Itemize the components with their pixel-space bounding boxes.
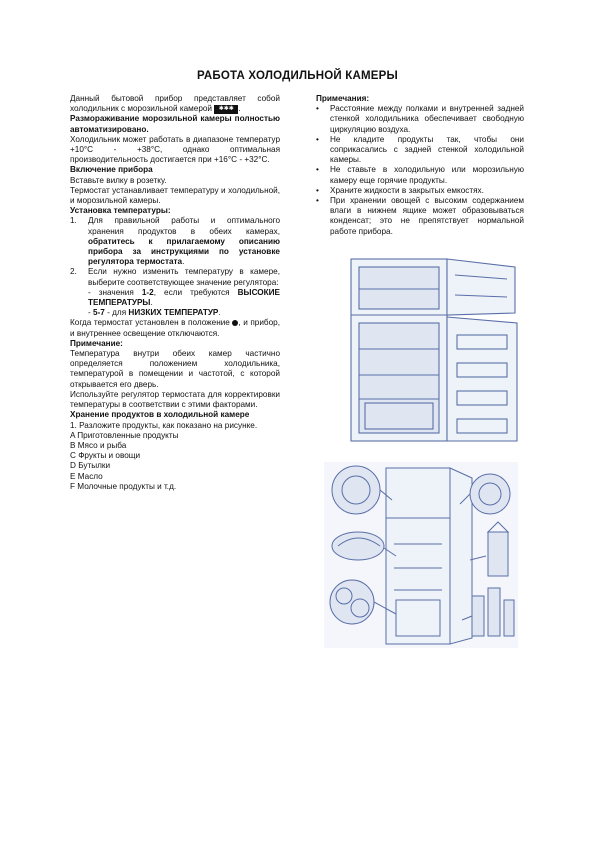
storage-item: A Приготовленные продукты bbox=[70, 430, 179, 440]
step-2-number: 2. bbox=[70, 267, 77, 277]
notes-item-text: Храните жидкости в закрытых емкостях. bbox=[330, 185, 484, 195]
bullet: • bbox=[316, 196, 319, 206]
freezer-star-icon: ✱✱✱ bbox=[214, 105, 238, 114]
bullet: • bbox=[316, 134, 319, 144]
storage-item: C Фрукты и овощи bbox=[70, 451, 141, 461]
storage-item: E Масло bbox=[70, 471, 103, 481]
notes-item bbox=[316, 104, 524, 135]
notes-item-text: Не кладите продукты так, чтобы они соприкасались с задней стенкой холодильной камеры. bbox=[330, 134, 524, 165]
thermo-off-text bbox=[70, 318, 280, 338]
step-1-a: Для правильной работы и оптимального хранения продуктов в обеих камерах, bbox=[88, 216, 280, 236]
notes-item-text: При хранении овощей с высоким содержанием влаги в нижнем ящике может образовываться конденсат; это не препятствует нормальной работе прибора. bbox=[330, 196, 524, 236]
bullet: • bbox=[316, 104, 319, 114]
left-column bbox=[70, 94, 280, 492]
v2d: НИЗКИХ ТЕМПЕРАТУР bbox=[128, 308, 219, 318]
note-text: Температура внутри обеих камер частично определяется положением холодильника, температурой в помещении и частотой, с которой открывается его дверь. bbox=[70, 349, 280, 389]
v1b: 1-2 bbox=[141, 287, 154, 297]
v1e: . bbox=[150, 298, 153, 308]
notes-item bbox=[316, 186, 524, 196]
note-text-2: Используйте регулятор термостата для корректировки температуры в соответствии с этими факторами. bbox=[70, 389, 280, 410]
step-1-b: обратитесь к прилагаемому описанию прибора за инструкциями по установке регулятора термостата bbox=[88, 236, 280, 267]
temp-heading: Установка температуры: bbox=[70, 206, 171, 216]
notes-item-text: Расстояние между полками и внутренней задней стенкой холодильника обеспечивает свободную циркуляцию воздуха. bbox=[330, 104, 524, 134]
power-heading: Включение прибора bbox=[70, 165, 153, 175]
v1d: ВЫСОКИЕ ТЕМПЕРАТУРЫ bbox=[88, 287, 280, 308]
bullet: • bbox=[316, 185, 319, 195]
storage-heading: Хранение продуктов в холодильной камере bbox=[70, 410, 250, 420]
power-text-1: Вставьте вилку в розетку. bbox=[70, 175, 167, 185]
value-low bbox=[70, 308, 280, 318]
v2e: . bbox=[218, 308, 221, 318]
step-1-end: . bbox=[182, 257, 185, 267]
storage-step-1: 1. Разложите продукты, как показано на рисунке. bbox=[70, 420, 258, 430]
temp-range-text: Холодильник может работать в диапазоне температур +10°C - +38°C, однако оптимальная производительность достигается при +16°C - +32°C. bbox=[70, 134, 280, 165]
note-heading: Примечание: bbox=[70, 338, 123, 348]
food-storage-illustration bbox=[322, 460, 520, 650]
notes-heading: Примечания: bbox=[316, 94, 370, 103]
intro-end: . bbox=[238, 104, 241, 114]
notes-item-text: Не ставьте в холодильную или морозильную камеру еще горячие продукты. bbox=[330, 165, 524, 185]
notes-item bbox=[316, 196, 524, 237]
right-column bbox=[316, 94, 524, 237]
notes-item bbox=[316, 135, 524, 166]
intro-paragraph bbox=[70, 94, 280, 114]
bullet: • bbox=[316, 165, 319, 175]
storage-item: F Молочные продукты и т.д. bbox=[70, 481, 177, 491]
thermo-off-a: Когда термостат установлен в положение bbox=[70, 318, 230, 328]
step-1 bbox=[70, 216, 280, 267]
value-high bbox=[70, 288, 280, 308]
step-2 bbox=[70, 267, 280, 287]
v2b: 5-7 bbox=[93, 308, 105, 318]
v2a: - bbox=[88, 308, 94, 318]
step-1-text bbox=[88, 216, 280, 267]
power-text-2: Термостат устанавливает температуру и холодильной, и морозильной камеры. bbox=[70, 185, 280, 206]
defrost-text: Размораживание морозильной камеры полностью автоматизировано. bbox=[70, 114, 280, 134]
step-1-number: 1. bbox=[70, 216, 77, 226]
temp-steps bbox=[70, 216, 280, 287]
page-title: РАБОТА ХОЛОДИЛЬНОЙ КАМЕРЫ bbox=[197, 70, 398, 82]
v1c: , если требуются bbox=[153, 287, 238, 297]
storage-list bbox=[70, 421, 280, 492]
intro-text: Данный бытовой прибор представляет собой холодильник с морозильной камерой bbox=[70, 94, 280, 114]
step-2-text: Если нужно изменить температуру в камере, выберите соответствующее значение регулятора: bbox=[88, 267, 280, 287]
thermo-off-b: , и прибор, и внутреннее освещение отключаются. bbox=[70, 318, 281, 338]
storage-item: B Мясо и рыба bbox=[70, 440, 127, 450]
storage-item: D Бутылки bbox=[70, 461, 111, 471]
v1a: - значения bbox=[88, 287, 142, 297]
notes-item bbox=[316, 165, 524, 185]
v2c: - для bbox=[104, 308, 129, 318]
notes-list bbox=[316, 104, 524, 237]
fridge-open-illustration bbox=[345, 253, 523, 446]
